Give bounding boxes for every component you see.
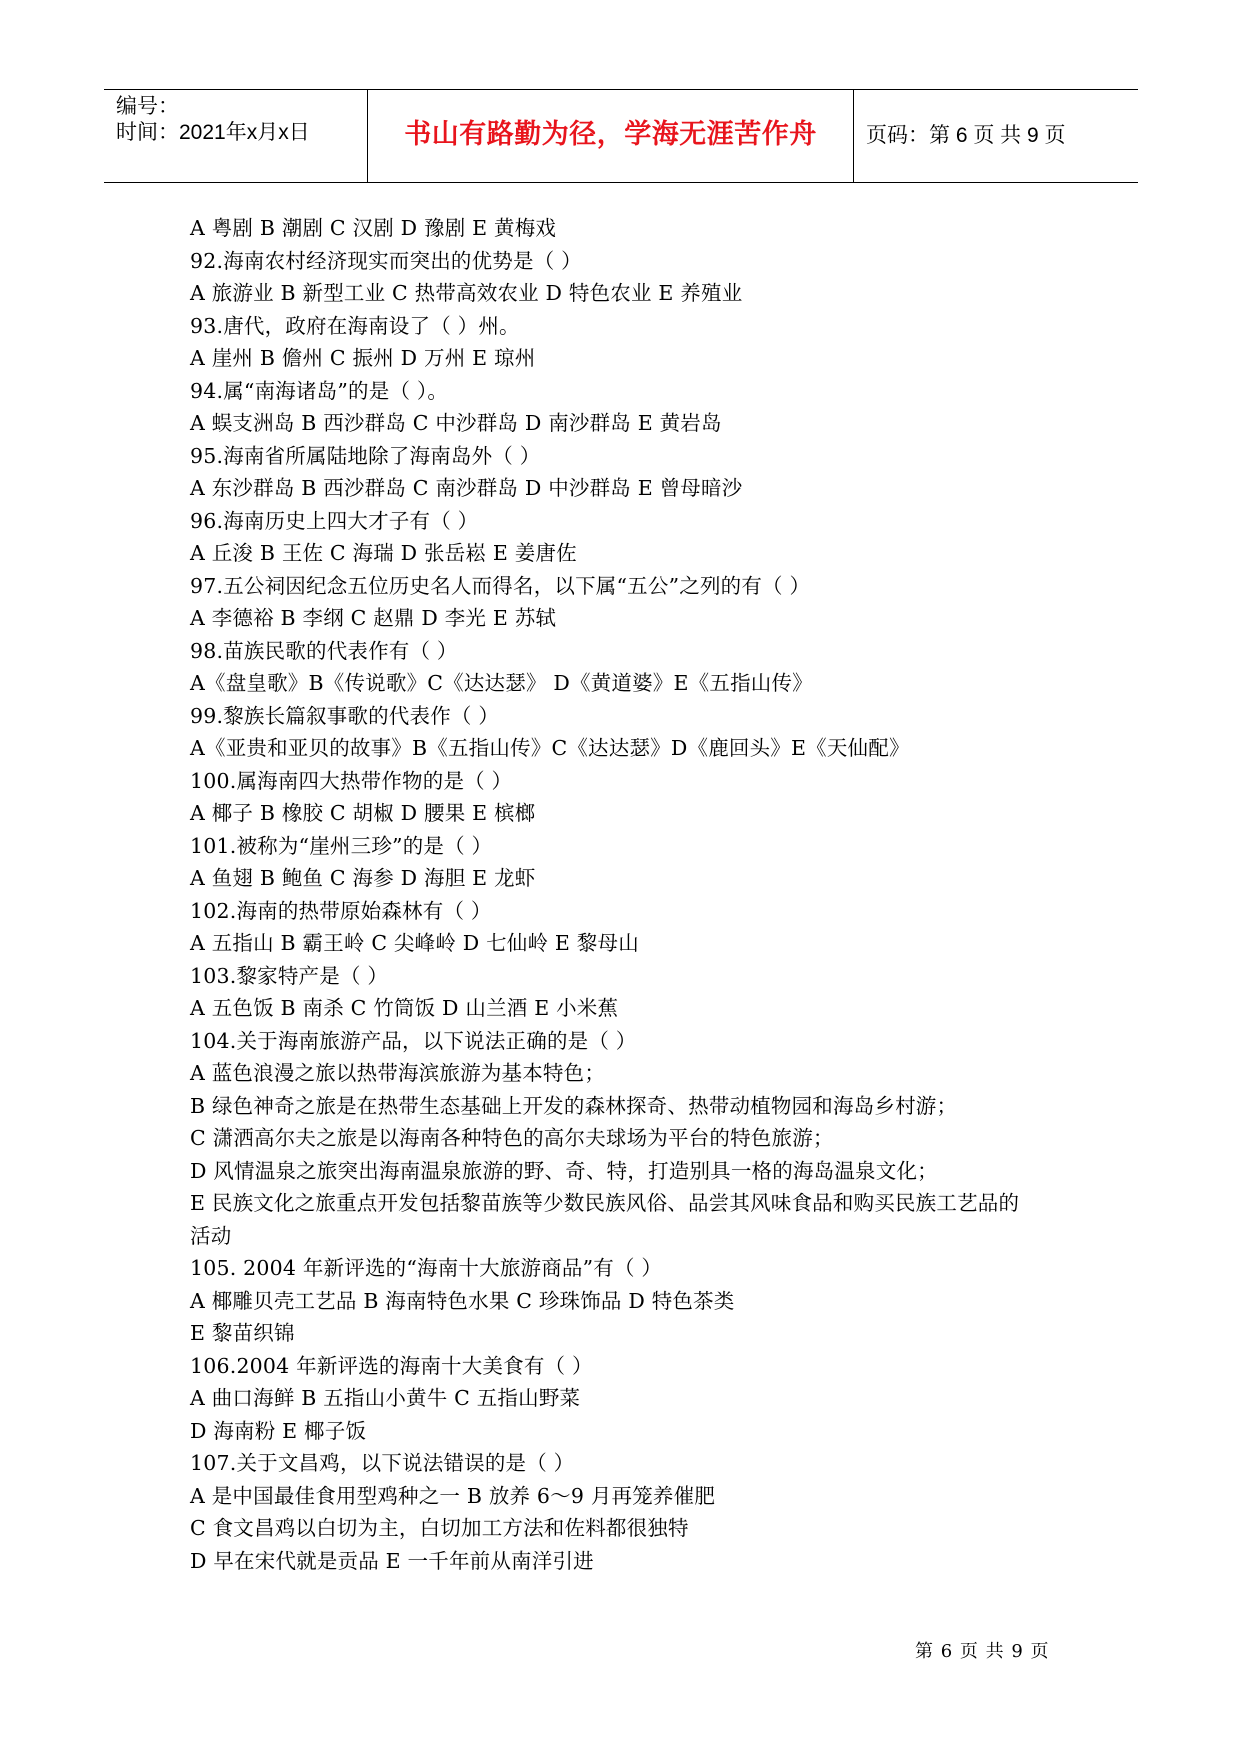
text-line: A 蓝色浪漫之旅以热带海滨旅游为基本特色； [190,1061,606,1085]
header-page-cell [854,90,1138,182]
text-line: A 李德裕 B 李纲 C 赵鼎 D 李光 E 苏轼 [190,606,557,630]
text-line: 100.属海南四大热带作物的是（ ） [190,768,513,793]
text-line: D 海南粉 E 椰子饭 [190,1418,367,1443]
text-line: 106.2004 年新评选的海南十大美食有（ ） [190,1353,593,1378]
text-line: A《盘皇歌》B《传说歌》C《达达瑟》 D《黄道婆》E《五指山传》 [190,671,813,695]
text-line: 93.唐代，政府在海南设了（ ）州。 [190,313,520,338]
text-line: A 是中国最佳食用型鸡种之一 B 放养 6～9 月再笼养催肥 [190,1483,716,1508]
text-line: C 潇洒高尔夫之旅是以海南各种特色的高尔夫球场为平台的特色旅游； [190,1126,834,1150]
text-line: A 五指山 B 霸王岭 C 尖峰岭 D 七仙岭 E 黎母山 [190,931,639,955]
page-footer: 第 6 页 共 9 页 [915,1641,1050,1662]
text-line: A 鱼翅 B 鲍鱼 C 海参 D 海胆 E 龙虾 [190,866,536,890]
text-line: 96.海南历史上四大才子有（ ） [190,508,479,533]
page-header [104,89,1138,183]
text-line: A 曲口海鲜 B 五指山小黄牛 C 五指山野菜 [190,1386,581,1410]
text-line: A 蜈支洲岛 B 西沙群岛 C 中沙群岛 D 南沙群岛 E 黄岩岛 [190,411,722,435]
text-line: C 食文昌鸡以白切为主，白切加工方法和佐料都很独特 [190,1516,689,1540]
text-line: 105. 2004 年新评选的“海南十大旅游商品”有（ ） [190,1256,663,1280]
text-line: 92.海南农村经济现实而突出的优势是（ ） [190,248,582,273]
text-line: 104.关于海南旅游产品，以下说法正确的是（ ） [190,1028,637,1053]
text-line: 活动 [190,1223,232,1248]
header-info-cell [104,90,368,182]
question-list [190,212,1090,1577]
text-line: E 民族文化之旅重点开发包括黎苗族等少数民族风俗、品尝其风味食品和购买民族工艺品的 [190,1191,1020,1215]
header-motto-cell [368,90,854,182]
text-line: D 风情温泉之旅突出海南温泉旅游的野、奇、特，打造别具一格的海岛温泉文化； [190,1158,938,1183]
text-line: A 崖州 B 儋州 C 振州 D 万州 E 琼州 [190,346,536,370]
text-line: A 东沙群岛 B 西沙群岛 C 南沙群岛 D 中沙群岛 E 曾母暗沙 [190,476,743,500]
text-line: A 椰雕贝壳工艺品 B 海南特色水果 C 珍珠饰品 D 特色茶类 [190,1288,735,1313]
text-line: A 旅游业 B 新型工业 C 热带高效农业 D 特色农业 E 养殖业 [190,281,743,305]
text-line: 97.五公祠因纪念五位历史名人而得名，以下属“五公”之列的有（ ） [190,573,811,598]
time-label: 时间：2021年x月x日 [116,121,310,144]
text-line: B 绿色神奇之旅是在热带生态基础上开发的森林探奇、热带动植物园和海岛乡村游； [190,1093,958,1118]
text-line: A 粤剧 B 潮剧 C 汉剧 D 豫剧 E 黄梅戏 [190,216,557,240]
text-line: D 早在宋代就是贡品 E 一千年前从南洋引进 [190,1548,594,1573]
text-line: 101.被称为“崖州三珍”的是（ ） [190,833,493,858]
text-line: 107.关于文昌鸡，以下说法错误的是（ ） [190,1451,575,1475]
text-line: A 丘浚 B 王佐 C 海瑞 D 张岳崧 E 姜唐佐 [190,541,577,565]
number-label: 编号： [116,95,179,118]
text-line: 102.海南的热带原始森林有（ ） [190,898,492,923]
text-line: E 黎苗织锦 [190,1321,295,1345]
text-line: A 椰子 B 橡胶 C 胡椒 D 腰果 E 槟榔 [190,801,536,825]
text-line: A 五色饭 B 南杀 C 竹筒饭 D 山兰酒 E 小米蕉 [190,996,619,1020]
text-line: 95.海南省所属陆地除了海南岛外（ ） [190,443,541,468]
text-line: 103.黎家特产是（ ） [190,963,389,988]
text-line: 94.属“南海诸岛”的是（ ）。 [190,378,449,403]
page-code: 页码：第 6 页 共 9 页 [866,124,1066,147]
text-line: A《亚贵和亚贝的故事》B《五指山传》C《达达瑟》D《鹿回头》E《天仙配》 [190,736,910,760]
text-line: 99.黎族长篇叙事歌的代表作（ ） [190,703,500,728]
text-line: 98.苗族民歌的代表作有（ ） [190,638,458,663]
motto-text: 书山有路勤为径，学海无涯苦作舟 [404,119,817,150]
